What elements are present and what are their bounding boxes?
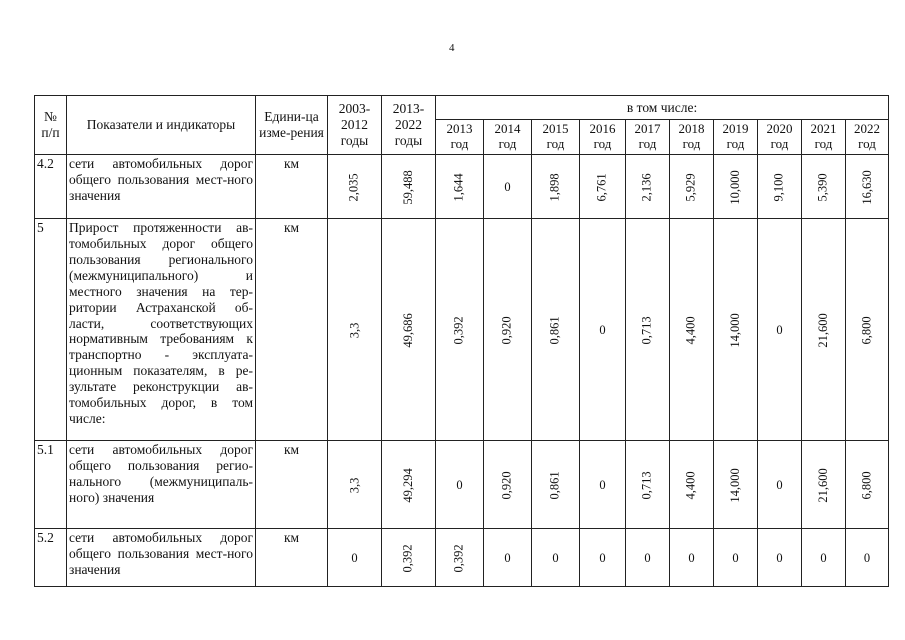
header-year-2017 <box>626 120 670 155</box>
row-value-cell <box>532 529 580 587</box>
row-value-cell <box>714 441 758 529</box>
header-year-number: 2017 <box>634 121 661 137</box>
header-year-2014 <box>484 120 532 155</box>
row-indicator: сети автомобильных дорог общего пользования мест-ного значения <box>67 155 256 219</box>
row-value-cell <box>532 219 580 441</box>
row-value: 0,920 <box>500 315 515 344</box>
row-value-cell <box>758 219 802 441</box>
table-body <box>35 155 889 587</box>
row-value: 0,392 <box>401 543 416 572</box>
table-row <box>35 529 889 587</box>
row-value-cell <box>846 529 889 587</box>
row-value-cell <box>626 529 670 587</box>
row-value: 2,035 <box>347 172 362 201</box>
row-indicator: Прирост протяженности ав-томобильных дорог общего пользования регионального (межмуниципального) и местного значения на тер-ритории Астраханской об-ласти, соответствующих нормативным требованиям к транспортно - эксплуата-ционным показателям, в ре-зультате реконструкции ав-томобильных дорог, в том числе: <box>67 219 256 441</box>
header-unit: Едини-ца изме-рения <box>256 96 328 155</box>
row-value-cell <box>758 529 802 587</box>
row-value-cell <box>714 155 758 219</box>
row-value: 0,861 <box>548 470 563 499</box>
row-value-cell <box>626 155 670 219</box>
header-year-suffix: год <box>814 136 833 151</box>
row-value-cell <box>484 529 532 587</box>
row-value-cell <box>580 219 626 441</box>
row-number: 5 <box>35 219 67 441</box>
row-number: 5.2 <box>35 529 67 587</box>
row-value: 0 <box>504 179 511 194</box>
header-year-suffix: год <box>726 136 745 151</box>
row-value: 21,600 <box>816 312 831 348</box>
header-year-2019 <box>714 120 758 155</box>
row-value: 0 <box>456 477 463 492</box>
row-value: 0,713 <box>640 315 655 344</box>
header-period-2013-2022: 2013-2022 годы <box>382 96 436 155</box>
row-value-cell <box>758 441 802 529</box>
row-unit: км <box>256 155 328 219</box>
table-row <box>35 219 889 441</box>
table-row <box>35 155 889 219</box>
row-value: 59,488 <box>401 169 416 205</box>
row-value-cell <box>580 529 626 587</box>
row-value-cell <box>532 441 580 529</box>
row-value-cell <box>626 441 670 529</box>
row-value-cell <box>382 219 436 441</box>
row-value-cell <box>714 529 758 587</box>
row-value: 49,686 <box>401 312 416 348</box>
header-year-number: 2018 <box>678 121 705 137</box>
header-year-suffix: год <box>450 136 469 151</box>
header-row-top <box>35 96 889 120</box>
row-value: 4,400 <box>684 470 699 499</box>
row-value-cell <box>802 529 846 587</box>
row-value: 21,600 <box>816 467 831 503</box>
header-year-number: 2013 <box>446 121 473 137</box>
header-year-suffix: год <box>593 136 612 151</box>
row-value-cell <box>484 219 532 441</box>
row-value: 3,3 <box>347 322 362 338</box>
row-value-cell <box>670 529 714 587</box>
row-value-cell <box>532 155 580 219</box>
row-value: 0 <box>552 550 559 565</box>
row-value: 0,713 <box>640 470 655 499</box>
row-value-cell <box>802 219 846 441</box>
row-value: 14,000 <box>728 312 743 348</box>
header-year-number: 2019 <box>722 121 749 137</box>
header-period-2003-2012: 2003-2012 годы <box>328 96 382 155</box>
row-value: 0,861 <box>548 315 563 344</box>
row-value-cell <box>670 441 714 529</box>
row-value: 0 <box>820 550 827 565</box>
row-value: 1,898 <box>548 172 563 201</box>
row-indicator: сети автомобильных дорог общего пользования регио-нального (межмуниципаль-ного) значения <box>67 441 256 529</box>
page-number: 4 <box>449 42 455 54</box>
row-value: 2,136 <box>640 172 655 201</box>
row-value-cell <box>382 441 436 529</box>
header-year-suffix: год <box>498 136 517 151</box>
row-value: 0 <box>776 477 783 492</box>
row-value-cell <box>328 441 382 529</box>
row-number: 4.2 <box>35 155 67 219</box>
row-indicator: сети автомобильных дорог общего пользования мест-ного значения <box>67 529 256 587</box>
header-year-2020 <box>758 120 802 155</box>
row-value: 0 <box>688 550 695 565</box>
row-value: 0,392 <box>452 543 467 572</box>
header-year-2015 <box>532 120 580 155</box>
row-value: 5,390 <box>816 172 831 201</box>
row-value: 0 <box>504 550 511 565</box>
row-value: 0 <box>644 550 651 565</box>
row-value-cell <box>484 441 532 529</box>
row-value: 6,800 <box>859 315 874 344</box>
row-value: 10,000 <box>728 169 743 205</box>
row-value: 0 <box>776 550 783 565</box>
header-year-number: 2015 <box>542 121 569 137</box>
header-year-suffix: год <box>858 136 876 151</box>
row-value-cell <box>382 155 436 219</box>
row-value: 0 <box>732 550 739 565</box>
table-row <box>35 441 889 529</box>
header-year-suffix: год <box>546 136 565 151</box>
row-value-cell <box>802 155 846 219</box>
header-year-2016 <box>580 120 626 155</box>
row-value-cell <box>436 155 484 219</box>
row-value: 0 <box>599 550 606 565</box>
header-year-suffix: год <box>682 136 701 151</box>
row-value: 14,000 <box>728 467 743 503</box>
row-value: 0,392 <box>452 315 467 344</box>
row-value-cell <box>580 155 626 219</box>
row-value-cell <box>802 441 846 529</box>
row-value: 4,400 <box>684 315 699 344</box>
row-value: 0,920 <box>500 470 515 499</box>
row-value-cell <box>484 155 532 219</box>
row-value-cell <box>670 155 714 219</box>
header-year-suffix: год <box>638 136 657 151</box>
row-value-cell <box>714 219 758 441</box>
row-value-cell <box>758 155 802 219</box>
row-unit: км <box>256 219 328 441</box>
row-value: 6,761 <box>595 172 610 201</box>
header-year-2021 <box>802 120 846 155</box>
row-value: 0 <box>599 477 606 492</box>
row-unit: км <box>256 529 328 587</box>
header-year-2022 <box>846 120 889 155</box>
row-value-cell <box>328 219 382 441</box>
row-value-cell <box>436 529 484 587</box>
row-value-cell <box>580 441 626 529</box>
row-value-cell <box>846 155 889 219</box>
header-year-number: 2021 <box>810 121 837 137</box>
row-value: 16,630 <box>859 169 874 205</box>
row-value: 49,294 <box>401 467 416 503</box>
header-year-number: 2014 <box>494 121 521 137</box>
row-unit: км <box>256 441 328 529</box>
row-value: 0 <box>776 322 783 337</box>
row-value-cell <box>382 529 436 587</box>
row-value-cell <box>436 441 484 529</box>
row-value-cell <box>328 155 382 219</box>
row-value: 5,929 <box>684 172 699 201</box>
row-value-cell <box>626 219 670 441</box>
row-value: 3,3 <box>347 477 362 493</box>
row-value-cell <box>328 529 382 587</box>
row-value: 0 <box>599 322 606 337</box>
header-year-number: 2020 <box>766 121 793 137</box>
header-including: в том числе: <box>436 96 889 120</box>
header-indicator: Показатели и индикаторы <box>67 96 256 155</box>
row-value-cell <box>670 219 714 441</box>
header-year-number: 2022 <box>854 121 881 137</box>
indicators-table <box>34 95 889 587</box>
header-year-2018 <box>670 120 714 155</box>
row-value: 6,800 <box>859 470 874 499</box>
row-value: 9,100 <box>772 172 787 201</box>
row-value: 0 <box>863 550 871 565</box>
row-number: 5.1 <box>35 441 67 529</box>
row-value-cell <box>436 219 484 441</box>
header-year-2013 <box>436 120 484 155</box>
row-value: 1,644 <box>452 172 467 201</box>
header-year-number: 2016 <box>589 121 616 137</box>
header-no: № п/п <box>35 96 67 155</box>
row-value-cell <box>846 441 889 529</box>
row-value-cell <box>846 219 889 441</box>
header-year-suffix: год <box>770 136 789 151</box>
row-value: 0 <box>351 550 358 565</box>
